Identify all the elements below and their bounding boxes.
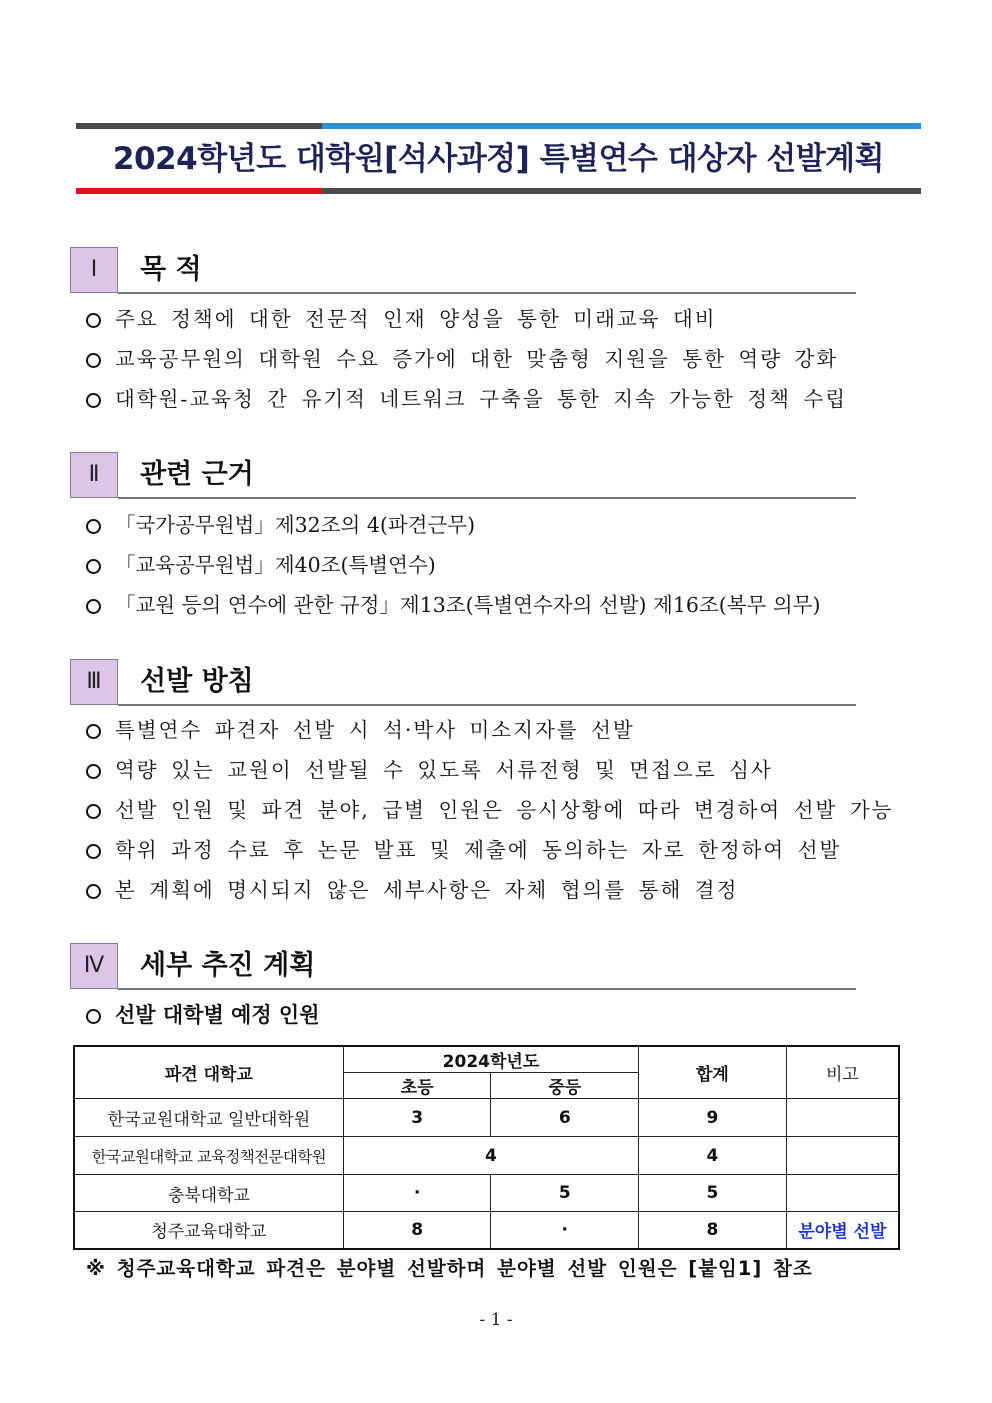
header-secondary: 중등: [491, 1073, 639, 1099]
cell-elementary: 3: [343, 1099, 491, 1137]
subsection-title: 선발 대학별 예정 인원: [86, 999, 320, 1031]
cell-combined: 4: [343, 1137, 638, 1175]
cell-remarks: [786, 1099, 899, 1137]
circle-bullet-icon: [86, 724, 101, 739]
section-header-2: [70, 452, 856, 500]
section-header-1: [70, 247, 856, 295]
table-row: [74, 1137, 899, 1175]
cell-university: 한국교원대학교 교육정책전문대학원: [74, 1137, 343, 1175]
circle-bullet-icon: [86, 844, 101, 859]
header-elementary: 초등: [343, 1073, 491, 1099]
circle-bullet-icon: [86, 393, 101, 408]
cell-secondary: 6: [491, 1099, 639, 1137]
list-item: 본 계획에 명시되지 않은 세부사항은 자체 협의를 통해 결정: [86, 874, 738, 906]
cell-elementary: 8: [343, 1212, 491, 1249]
list-item: 선발 인원 및 파견 분야, 급별 인원은 응시상황에 따라 변경하여 선발 가능: [86, 794, 893, 826]
section-underline: [118, 988, 856, 990]
table-row: [74, 1099, 899, 1137]
cell-remarks: [786, 1175, 899, 1212]
cell-remarks: 분야별 선발: [786, 1212, 899, 1249]
cell-total: 8: [639, 1212, 787, 1249]
header-total: 합계: [639, 1046, 787, 1099]
section-underline: [118, 292, 856, 294]
list-item: 주요 정책에 대한 전문적 인재 양성을 통한 미래교육 대비: [86, 303, 717, 335]
section-title: 선발 방침: [140, 666, 254, 697]
section-number: Ⅳ: [70, 943, 118, 989]
circle-bullet-icon: [86, 559, 101, 574]
title-top-bar-dark: [76, 123, 322, 129]
header-remarks: 비고: [786, 1046, 899, 1099]
cell-secondary: ·: [491, 1212, 639, 1249]
section-header-3: [70, 659, 856, 707]
section-underline: [118, 704, 856, 706]
footnote: ※ 청주교육대학교 파견은 분야별 선발하며 분야별 선발 인원은 [붙임1] 참조: [86, 1257, 813, 1280]
cell-total: 4: [639, 1137, 787, 1175]
title-bottom-bar-dark: [322, 188, 921, 194]
list-item: 교육공무원의 대학원 수요 증가에 대한 맞춤형 지원을 통한 역량 강화: [86, 343, 838, 375]
list-item: 대학원-교육청 간 유기적 네트워크 구축을 통한 지속 가능한 정책 수립: [86, 383, 847, 415]
list-item: 학위 과정 수료 후 논문 발표 및 제출에 동의하는 자로 한정하여 선발: [86, 834, 841, 866]
list-item: 「교육공무원법」제40조(특별연수): [86, 549, 436, 581]
list-item: 「국가공무원법」제32조의 4(파견근무): [86, 509, 475, 541]
list-item: 「교원 등의 연수에 관한 규정」제13조(특별연수자의 선발) 제16조(복무 의무): [86, 589, 820, 621]
circle-bullet-icon: [86, 884, 101, 899]
circle-bullet-icon: [86, 313, 101, 328]
section-number: Ⅱ: [70, 452, 118, 498]
section-title: 관련 근거: [140, 459, 254, 490]
page-number: - 1 -: [479, 1310, 513, 1330]
list-item: 역량 있는 교원이 선발될 수 있도록 서류전형 및 면접으로 심사: [86, 754, 773, 786]
section-header-4: [70, 943, 856, 991]
circle-bullet-icon: [86, 599, 101, 614]
cell-total: 9: [639, 1099, 787, 1137]
cell-university: 충북대학교: [74, 1175, 343, 1212]
table-row: [74, 1175, 899, 1212]
cell-elementary: ·: [343, 1175, 491, 1212]
cell-total: 5: [639, 1175, 787, 1212]
title-top-bar-blue: [322, 123, 921, 129]
title-bottom-bar-red: [76, 188, 322, 194]
section-title: 목 적: [140, 254, 202, 285]
section-number: Ⅰ: [70, 247, 118, 293]
cell-university: 한국교원대학교 일반대학원: [74, 1099, 343, 1137]
circle-bullet-icon: [86, 353, 101, 368]
header-year: 2024학년도: [343, 1046, 638, 1073]
section-title: 세부 추진 계획: [140, 950, 316, 981]
page-title: 2024학년도 대학원[석사과정] 특별연수 대상자 선발계획: [112, 141, 885, 177]
section-number: Ⅲ: [70, 659, 118, 705]
table-row: [74, 1212, 899, 1249]
circle-bullet-icon: [86, 519, 101, 534]
circle-bullet-icon: [86, 764, 101, 779]
circle-bullet-icon: [86, 804, 101, 819]
circle-bullet-icon: [86, 1009, 101, 1024]
cell-remarks: [786, 1137, 899, 1175]
header-university: 파견 대학교: [74, 1046, 343, 1099]
list-item: 특별연수 파견자 선발 시 석·박사 미소지자를 선발: [86, 714, 635, 746]
section-underline: [118, 497, 856, 499]
selection-quota-table: [73, 1045, 900, 1250]
cell-secondary: 5: [491, 1175, 639, 1212]
cell-university: 청주교육대학교: [74, 1212, 343, 1249]
